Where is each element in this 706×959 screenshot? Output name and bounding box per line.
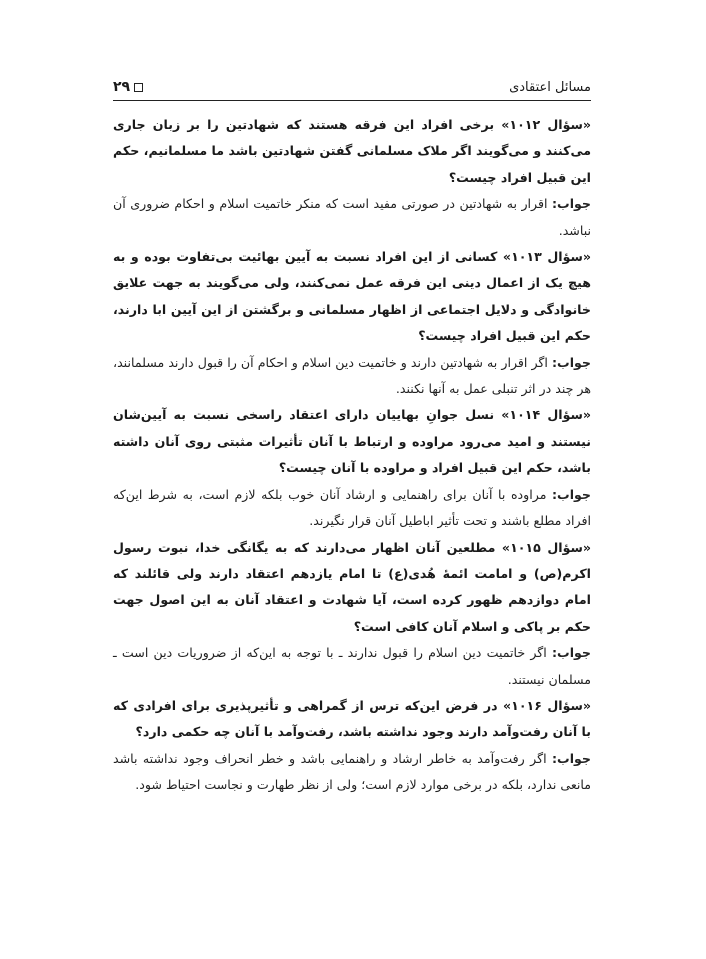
question-1016	[113, 693, 591, 746]
question-text: برخی افراد این فرقه هستند که شهادتین را بر زبان جاری می‌کنند و می‌گویند اگر ملاک مسلمانی گفتن شهادتین باشد ما مسلمانیم، حکم این قبیل افراد چیست؟	[113, 117, 591, 185]
running-head: مسائل اعتقادی	[509, 80, 591, 95]
square-icon	[134, 83, 143, 92]
page-number: ۲۹	[113, 79, 131, 95]
answer-label: جواب:	[552, 645, 591, 661]
answer-text: اقرار به شهادتین در صورتی مفید است که منکر خاتمیت اسلام و احکام ضروری آن نباشد.	[113, 196, 591, 238]
answer-label: جواب:	[552, 750, 591, 766]
question-text: مطلعین آنان اظهار می‌دارند که به یگانگی خدا، نبوت رسول اکرم(ص) و امامت ائمهٔ هُدی(ع) تا امام یازدهم اعتقاد دارند ولی قائلند که امام دوازدهم ظهور کرده است، آیا شهادت و اعتقاد آنان به این اصول جهت حکم بر پاکی و اسلام آنان کافی است؟	[113, 539, 591, 634]
question-1015	[113, 535, 591, 641]
answer-1012	[113, 191, 591, 244]
answer-text: اگر اقرار به شهادتین دارند و خاتمیت دین اسلام و احکام آن را قبول دارند مسلمانند، هر چند در اثر تنبلی عمل به آنها نکنند.	[113, 354, 591, 397]
answer-1016	[113, 746, 591, 799]
question-number: «سؤال ۱۰۱۲»	[501, 117, 591, 132]
question-text: در فرض این‌که ترس از گمراهی و تأثیرپذیری برای افرادی که با آنان رفت‌وآمد دارند وجود نداشته باشد، رفت‌وآمد با آنان چه حکمی دارد؟	[113, 697, 591, 740]
question-number: «سؤال ۱۰۱۴»	[501, 407, 592, 423]
answer-1015	[113, 640, 591, 693]
answer-text: اگر خاتمیت دین اسلام را قبول ندارند ـ با توجه به این‌که از ضروریات دین است ـ مسلمان نیستند.	[113, 645, 591, 687]
answer-text: اگر رفت‌وآمد به خاطر ارشاد و راهنمایی باشد و خطر انحراف وجود نداشته باشد مانعی ندارد، بلکه در برخی موارد لازم است؛ ولی از نظر طهارت و نجاست احتیاط شود.	[113, 750, 591, 793]
answer-label: جواب:	[552, 196, 591, 212]
question-text: نسل جوانِ بهاییان دارای اعتقاد راسخی نسبت به آیین‌شان نیستند و امید می‌رود مراوده و ارتباط با آنان تأثیرات مثبتی روی آنان داشته باشد، حکم این قبیل افراد و مراوده با آنان چیست؟	[113, 407, 591, 476]
page-number-group	[113, 79, 143, 95]
question-1013	[113, 244, 591, 350]
answer-1013	[113, 350, 591, 403]
page-header	[113, 78, 591, 101]
question-1012	[113, 112, 591, 191]
question-1014	[113, 402, 591, 481]
answer-text: مراوده با آنان برای راهنمایی و ارشاد آنان خوب بلکه لازم است، به شرط این‌که افراد مطلع باشند و تحت تأثیر اباطیل آنان قرار نگیرند.	[113, 486, 591, 529]
question-number: «سؤال ۱۰۱۵»	[501, 539, 592, 555]
question-number: «سؤال ۱۰۱۶»	[503, 697, 592, 713]
question-number: «سؤال ۱۰۱۳»	[502, 249, 592, 265]
page-body	[113, 112, 591, 799]
answer-1014	[113, 482, 591, 535]
question-text: کسانی از این افراد نسبت به آیین بهائیت بی‌تفاوت بوده و به هیچ یک از اعمال دینی این فرقه عمل نمی‌کنند، ولی می‌گویند به جهت علایق خانوادگی و دلایل اجتماعی از اظهار مسلمانی و برگشتن از این آیین ابا دارند، حکم این قبیل افراد چیست؟	[113, 249, 591, 344]
answer-label: جواب:	[552, 486, 591, 502]
answer-label: جواب:	[552, 354, 591, 370]
